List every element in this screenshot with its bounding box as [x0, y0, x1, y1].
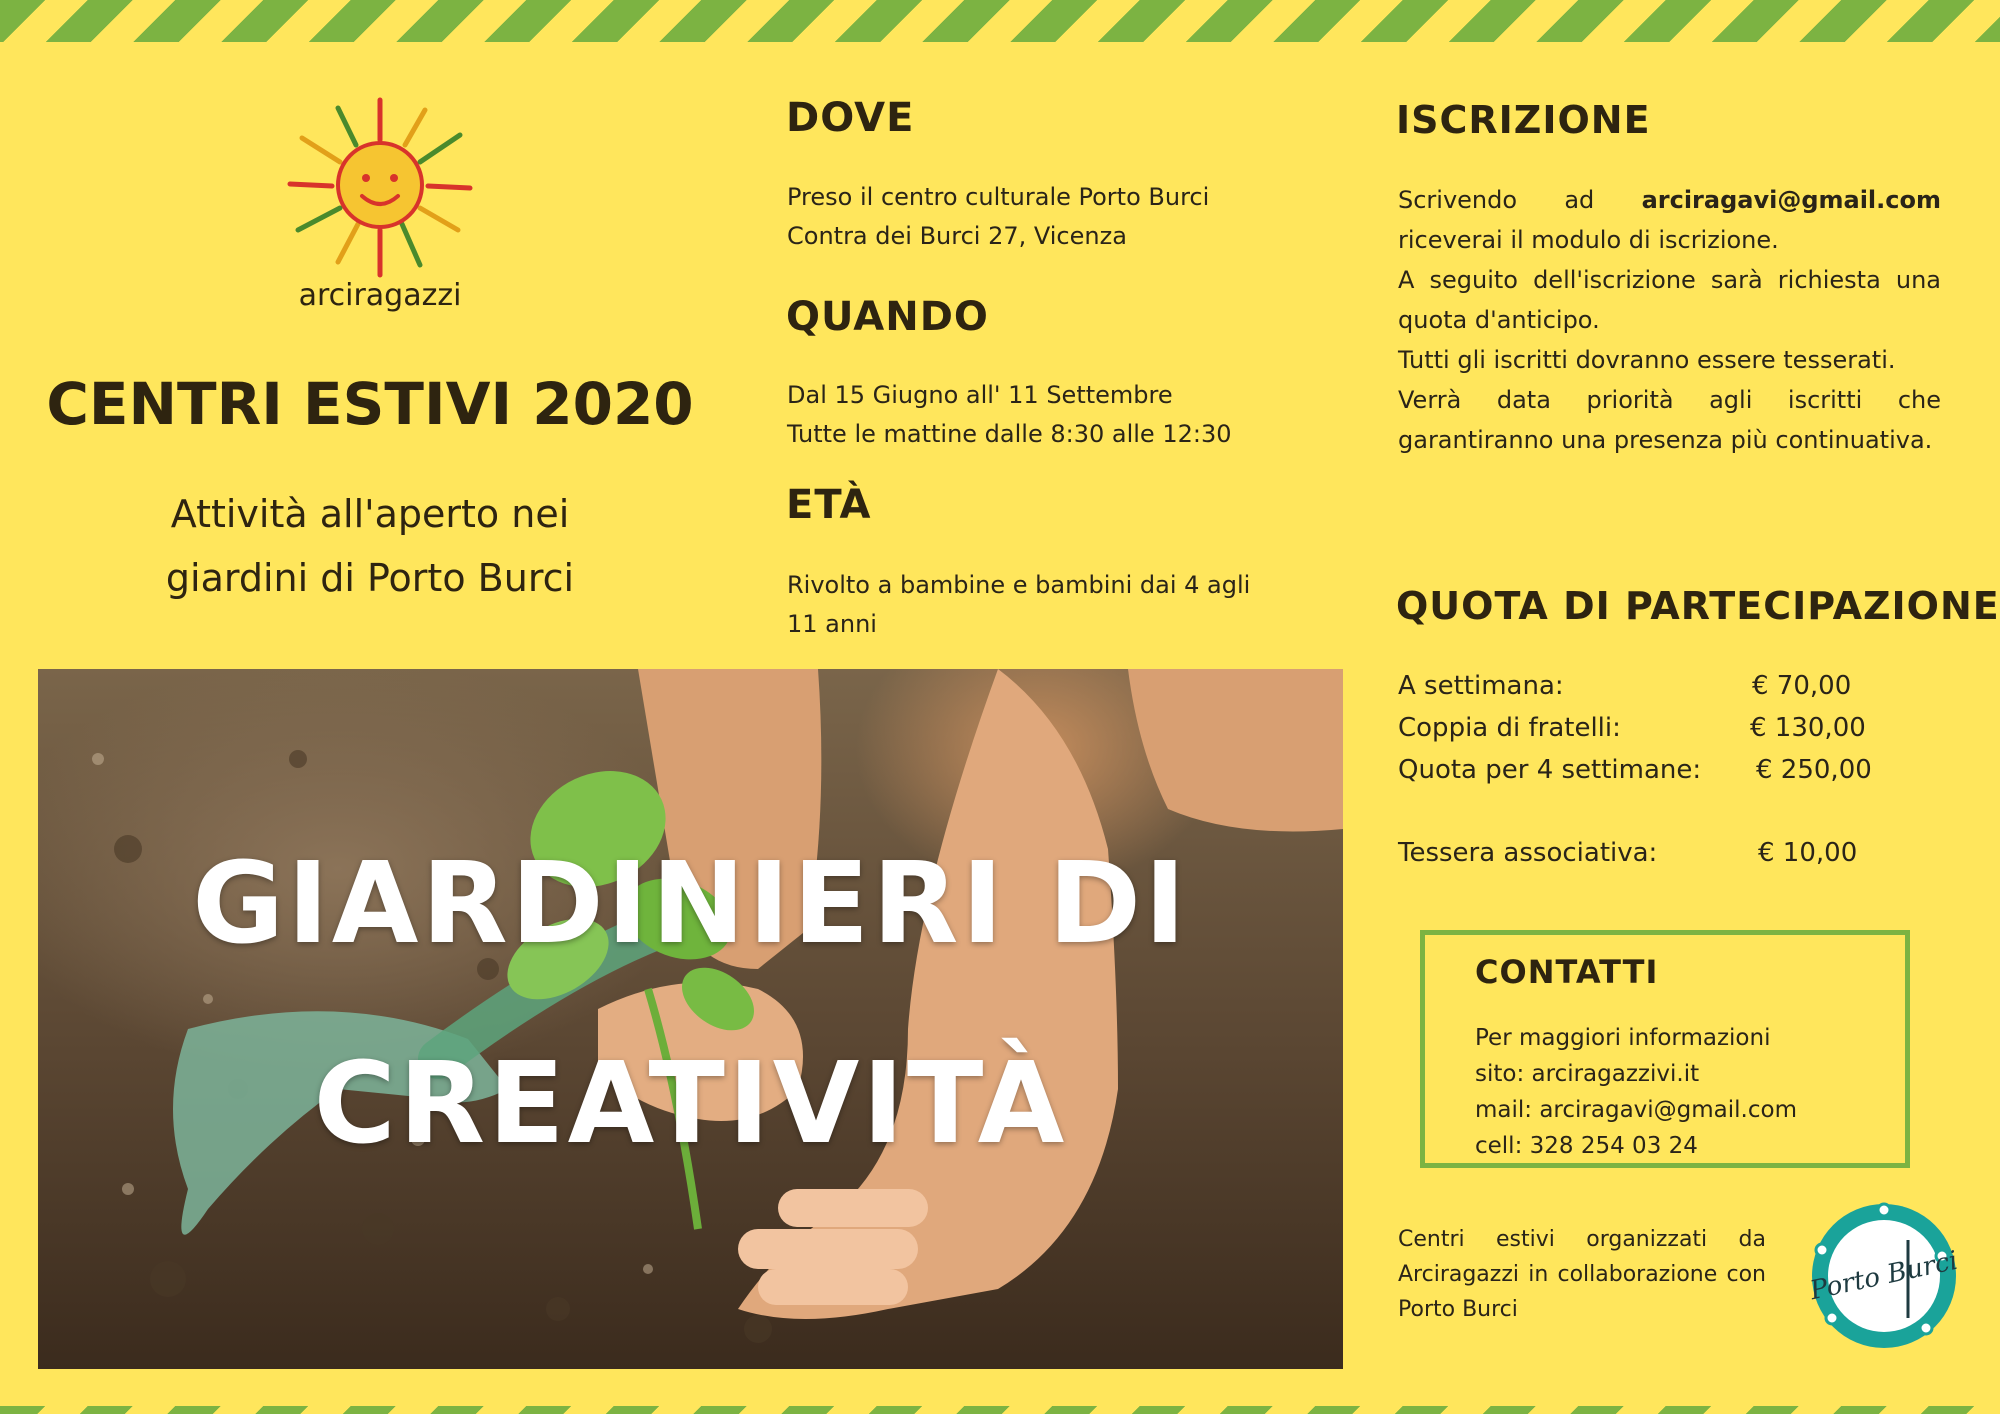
fee-label: Coppia di fratelli: — [1398, 713, 1621, 743]
fee-value: € 10,00 — [1758, 838, 1858, 868]
dove-text — [787, 178, 1209, 256]
dove-line-1: Preso il centro culturale Porto Burci — [787, 183, 1210, 211]
fee-row — [1398, 671, 1918, 711]
contatti-website[interactable]: sito: arciragazzivi.it — [1475, 1061, 1700, 1087]
logo-text: arciragazzi — [298, 278, 462, 313]
dove-heading: DOVE — [786, 95, 915, 141]
eta-text — [787, 566, 1250, 644]
iscrizione-text-3: Tutti gli iscritti dovranno essere tesserati. — [1398, 346, 1896, 374]
subtitle-line-2: giardini di Porto Burci — [165, 556, 575, 600]
top-stripe-border — [0, 0, 2000, 42]
dove-line-2: Contra dei Burci 27, Vicenza — [787, 222, 1127, 250]
fee-row — [1398, 755, 1918, 795]
contatti-email[interactable]: mail: arciragavi@gmail.com — [1475, 1097, 1797, 1123]
iscrizione-text — [1398, 180, 1941, 460]
fee-label: A settimana: — [1398, 671, 1564, 701]
arciragazzi-logo — [280, 90, 480, 320]
contact-box — [1420, 930, 1910, 1168]
iscrizione-intro-line — [1398, 180, 1941, 220]
fee-value: € 250,00 — [1756, 755, 1872, 785]
contatti-line-1: Per maggiori informazioni — [1475, 1025, 1771, 1051]
fee-value: € 70,00 — [1752, 671, 1852, 701]
bottom-stripe-border — [0, 1406, 2000, 1414]
eta-line-1: Rivolto a bambine e bambini dai 4 agli — [787, 571, 1251, 599]
photo-title-line-2: CREATIVITÀ — [313, 1039, 1068, 1169]
fee-row — [1398, 713, 1918, 753]
sun-logo-icon — [280, 90, 480, 280]
iscrizione-email: arciragavi@gmail.com — [1641, 186, 1941, 214]
fee-label: Tessera associativa: — [1398, 838, 1658, 868]
fee-value: € 130,00 — [1750, 713, 1866, 743]
eta-line-2: 11 anni — [787, 610, 877, 638]
footer-text-content: Centri estivi organizzati da Arciragazzi in collaborazione con Porto Burci — [1398, 1227, 1766, 1322]
quando-line-2: Tutte le mattine dalle 8:30 alle 12:30 — [787, 420, 1232, 448]
hands-planting-illustration — [38, 669, 1343, 1369]
footer-text — [1398, 1222, 1766, 1327]
iscrizione-text-1: riceverai il modulo di iscrizione. — [1398, 226, 1779, 254]
subtitle-line-1: Attività all'aperto nei — [170, 492, 570, 536]
porto-burci-logo — [1808, 1200, 1960, 1352]
eta-heading: ETÀ — [786, 482, 872, 528]
porto-burci-logo-text: Porto Burci — [1807, 1245, 1961, 1307]
contatti-heading: CONTATTI — [1475, 953, 1659, 991]
quando-heading: QUANDO — [786, 294, 989, 340]
iscrizione-text-4: Verrà data priorità agli iscritti che garantiranno una presenza più continuativa. — [1398, 386, 1941, 454]
contatti-phone[interactable]: cell: 328 254 03 24 — [1475, 1133, 1698, 1159]
fee-label: Quota per 4 settimane: — [1398, 755, 1702, 785]
iscrizione-intro: Scrivendo ad — [1398, 186, 1595, 214]
quando-text — [787, 376, 1231, 454]
photo-title-line-1: GIARDINIERI DI — [192, 839, 1189, 969]
page-subtitle — [80, 482, 660, 610]
fee-row — [1398, 838, 1918, 878]
quota-heading: QUOTA DI PARTECIPAZIONE — [1396, 584, 2000, 628]
quando-line-1: Dal 15 Giugno all' 11 Settembre — [787, 381, 1173, 409]
iscrizione-heading: ISCRIZIONE — [1396, 98, 1651, 142]
gardening-photo — [38, 669, 1343, 1369]
page-title: CENTRI ESTIVI 2020 — [46, 370, 694, 438]
contatti-text — [1475, 1020, 1797, 1164]
iscrizione-text-2: A seguito dell'iscrizione sarà richiesta una quota d'anticipo. — [1398, 266, 1941, 334]
